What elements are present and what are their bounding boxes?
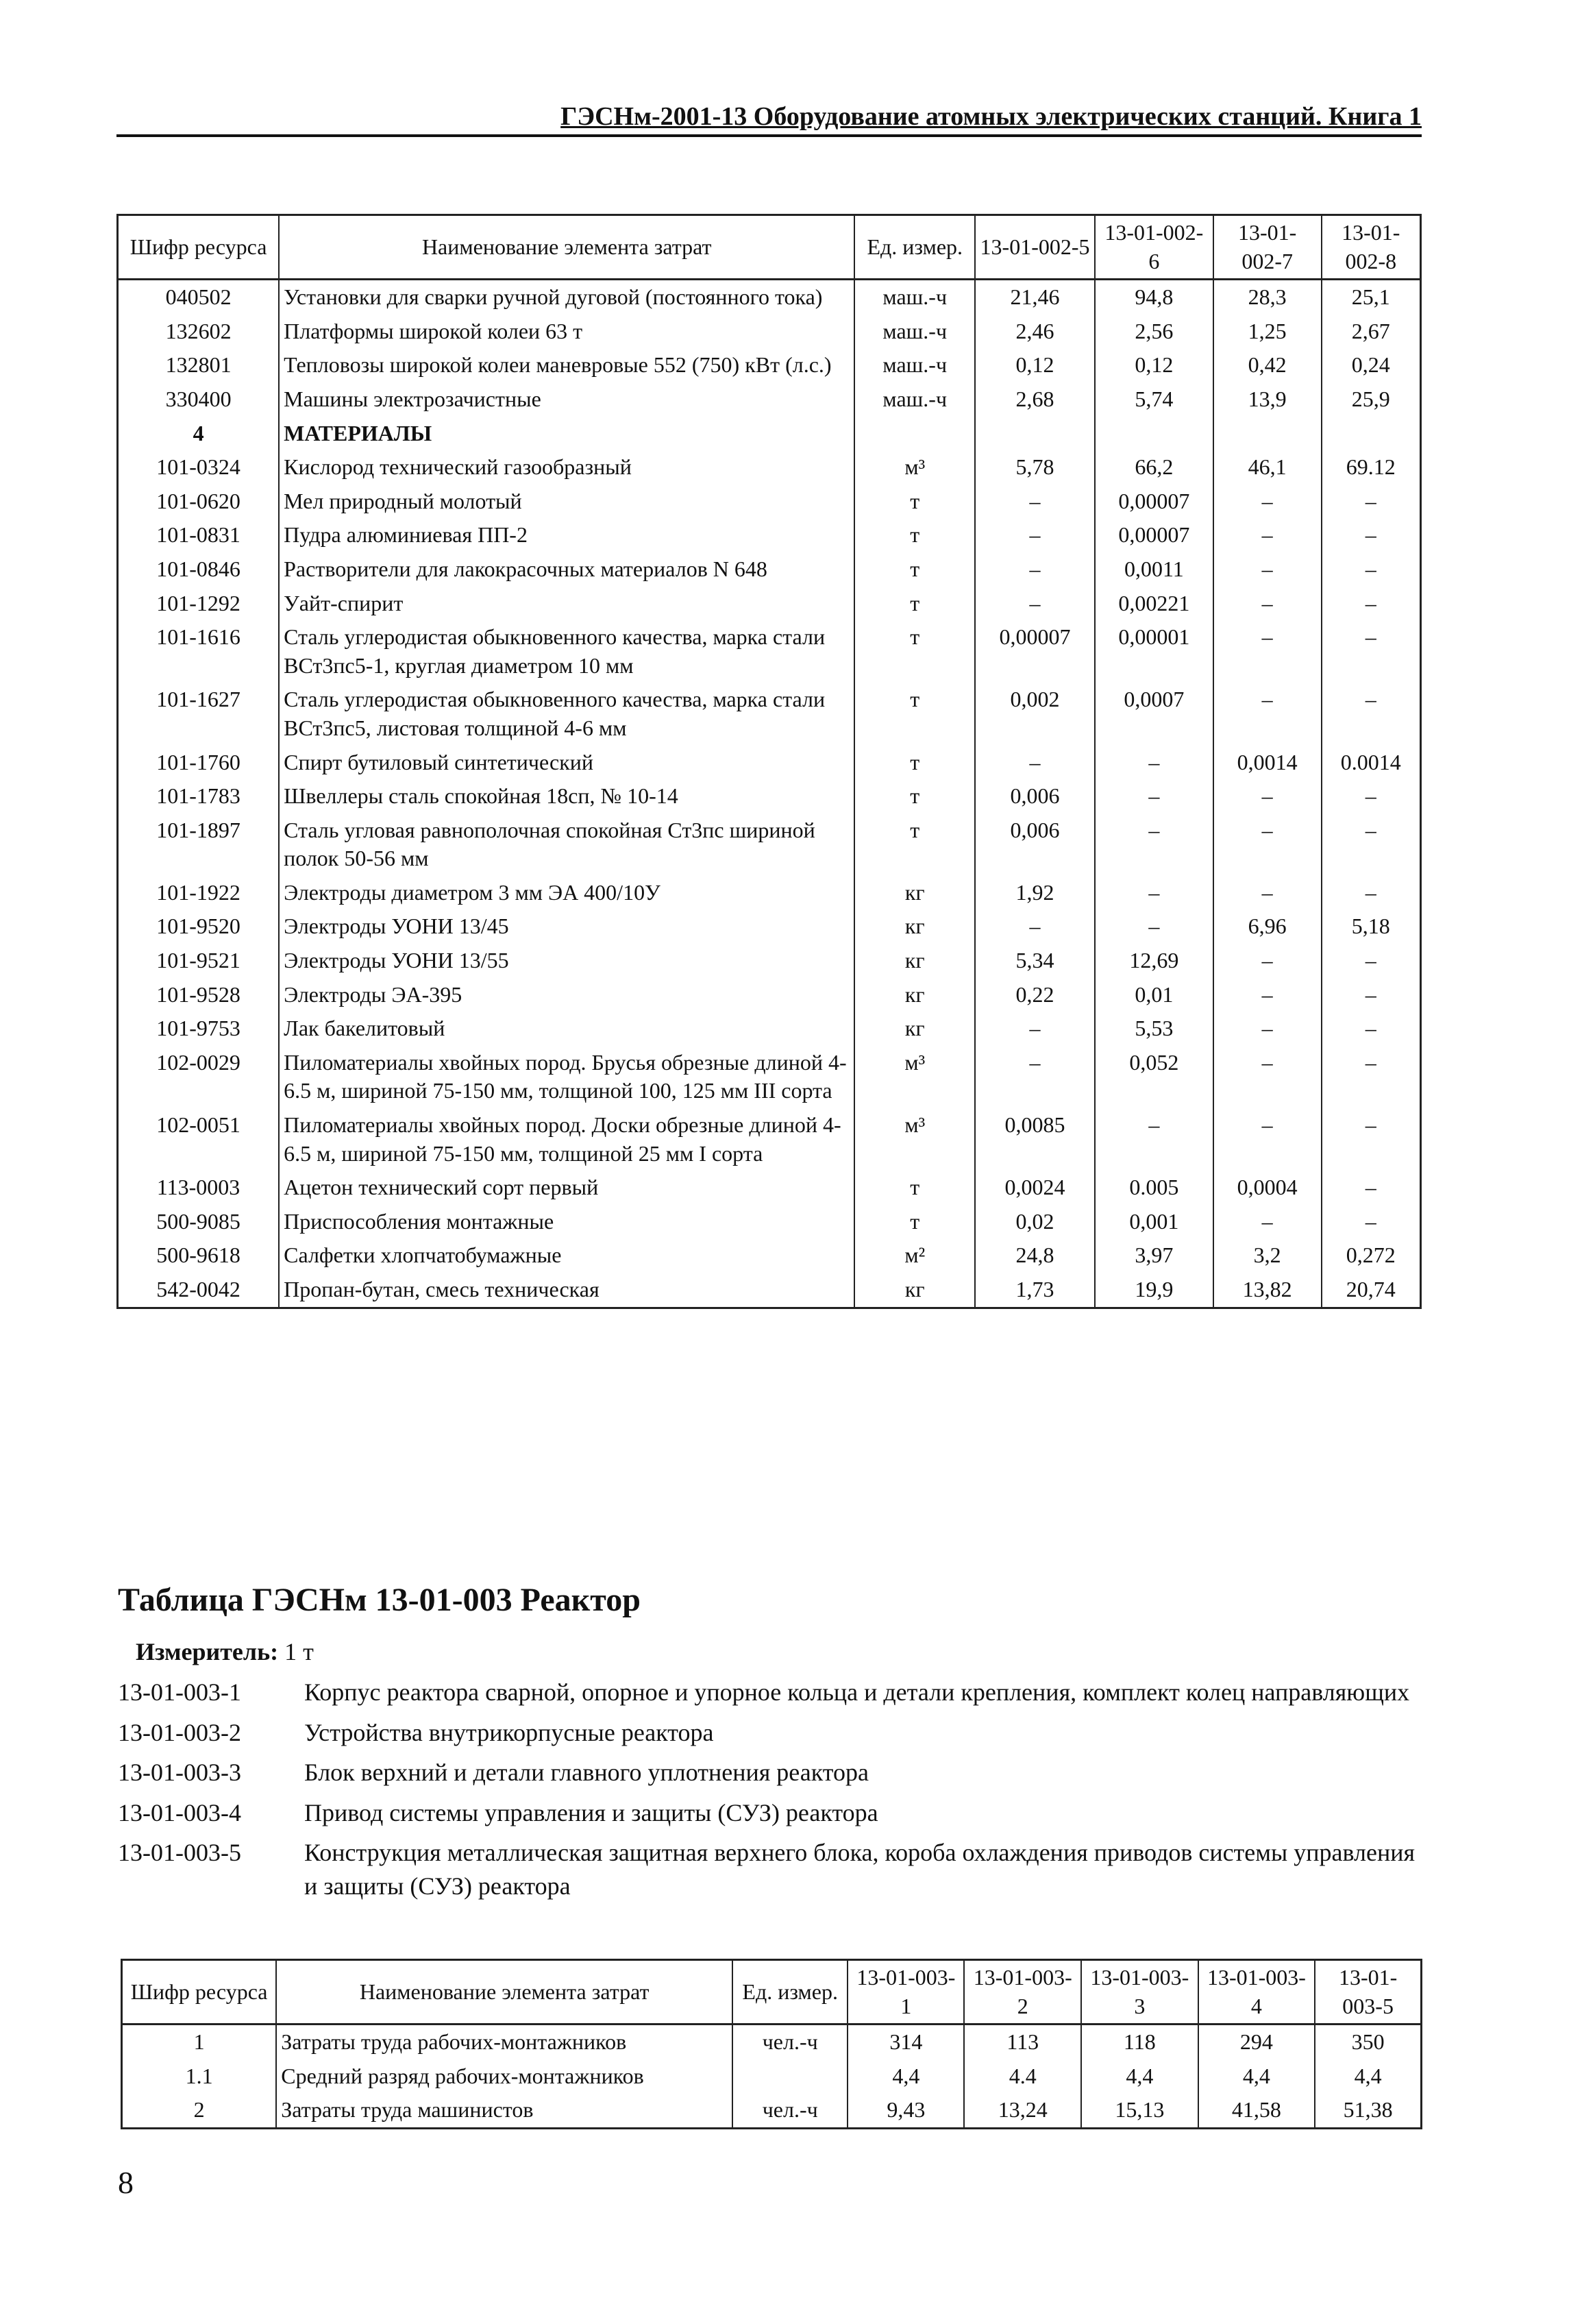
resource-name-cell: Электроды УОНИ 13/45 — [279, 909, 854, 944]
value-cell: 5,18 — [1322, 909, 1421, 944]
unit-cell: кг — [854, 944, 975, 978]
norm-item-code: 13-01-003-1 — [118, 1678, 241, 1706]
resource-name-cell: Ацетон технический сорт первый — [279, 1171, 854, 1205]
value-cell: 0,01 — [1095, 978, 1213, 1012]
column-header: 13-01-002-7 — [1213, 215, 1322, 280]
unit-cell — [732, 2059, 848, 2094]
value-cell: 0,0014 — [1213, 746, 1322, 780]
norm-item-text: Устройства внутрикорпусные реактора — [304, 1718, 714, 1746]
value-cell: 21,46 — [975, 280, 1095, 315]
unit-cell: м² — [854, 1238, 975, 1273]
resource-name-cell: Пропан-бутан, смесь техническая — [279, 1273, 854, 1308]
unit-cell: кг — [854, 978, 975, 1012]
table-row — [118, 1238, 1421, 1273]
norm-item-text: Блок верхний и детали главного уплотнения реактора — [304, 1759, 869, 1787]
table-row — [122, 2059, 1422, 2094]
norm-item-text: Привод системы управления и защиты (СУЗ) реактора — [304, 1798, 878, 1826]
unit-cell: т — [854, 814, 975, 876]
resource-name-cell: Машины электрозачистные — [279, 382, 854, 417]
column-header: Ед. измер. — [854, 215, 975, 280]
value-cell: 113 — [964, 2025, 1081, 2059]
value-cell: 5,74 — [1095, 382, 1213, 417]
unit-cell: м³ — [854, 1108, 975, 1171]
value-cell: 0,0024 — [975, 1171, 1095, 1205]
resource-code-cell: 1.1 — [122, 2059, 277, 2094]
measure-line — [136, 1637, 314, 1666]
value-cell: – — [1322, 587, 1421, 621]
value-cell: 69.12 — [1322, 450, 1421, 485]
unit-cell: маш.-ч — [854, 280, 975, 315]
value-cell: – — [1322, 1171, 1421, 1205]
section-row — [118, 417, 1421, 451]
table-row — [118, 1273, 1421, 1308]
unit-cell: т — [854, 1205, 975, 1239]
value-cell: – — [1213, 978, 1322, 1012]
value-cell: 4,4 — [1315, 2059, 1421, 2094]
table-header-row — [122, 1960, 1422, 2025]
resource-name-cell: Затраты труда рабочих-монтажников — [276, 2025, 732, 2059]
table-row — [118, 1012, 1421, 1046]
value-cell: – — [1213, 779, 1322, 814]
value-cell: 0,42 — [1213, 348, 1322, 382]
value-cell: – — [975, 1012, 1095, 1046]
value-cell: 3,2 — [1213, 1238, 1322, 1273]
resource-name-cell: Затраты труда машинистов — [276, 2093, 732, 2128]
value-cell: 3,97 — [1095, 1238, 1213, 1273]
value-cell: – — [1322, 944, 1421, 978]
resource-code-cell: 132801 — [118, 348, 280, 382]
norm-item-text: Корпус реактора сварной, опорное и упорное кольца и детали крепления, комплект колец направляющих — [304, 1678, 1410, 1706]
resource-code-cell: 101-0831 — [118, 518, 280, 552]
value-cell: – — [1213, 552, 1322, 587]
value-cell: 2,56 — [1095, 315, 1213, 349]
value-cell: 0,00007 — [1095, 485, 1213, 519]
value-cell: – — [1322, 552, 1421, 587]
value-cell: – — [1213, 683, 1322, 745]
resource-code-cell: 500-9618 — [118, 1238, 280, 1273]
resource-name-cell: Салфетки хлопчатобумажные — [279, 1238, 854, 1273]
resource-name-cell: Средний разряд рабочих-монтажников — [276, 2059, 732, 2094]
value-cell: 4.4 — [964, 2059, 1081, 2094]
value-cell: 46,1 — [1213, 450, 1322, 485]
norm-item — [118, 1676, 1420, 1709]
value-cell: – — [1322, 876, 1421, 910]
resource-name-cell: Пиломатериалы хвойных пород. Брусья обрезные длиной 4-6.5 м, шириной 75-150 мм, толщиной 100, 125 мм III сорта — [279, 1046, 854, 1108]
resource-code-cell: 040502 — [118, 280, 280, 315]
value-cell: – — [1213, 944, 1322, 978]
value-cell: – — [1322, 1012, 1421, 1046]
value-cell: – — [1322, 485, 1421, 519]
resource-code-cell: 101-1783 — [118, 779, 280, 814]
value-cell — [1213, 417, 1322, 451]
value-cell: 0,052 — [1095, 1046, 1213, 1108]
norm-item — [118, 1796, 1420, 1830]
norm-item — [118, 1716, 1420, 1750]
column-header: 13-01-003-5 — [1315, 1960, 1421, 2025]
value-cell: 25,9 — [1322, 382, 1421, 417]
table-row — [118, 450, 1421, 485]
resource-code-cell: 101-0620 — [118, 485, 280, 519]
table-row — [118, 814, 1421, 876]
value-cell: 0,006 — [975, 779, 1095, 814]
value-cell: – — [1213, 1205, 1322, 1239]
resource-code-cell: 101-1897 — [118, 814, 280, 876]
resource-name-cell: Швеллеры сталь спокойная 18сп, № 10-14 — [279, 779, 854, 814]
unit-cell: т — [854, 620, 975, 683]
resource-name-cell: МАТЕРИАЛЫ — [279, 417, 854, 451]
value-cell: – — [975, 552, 1095, 587]
resource-name-cell: Мел природный молотый — [279, 485, 854, 519]
column-header: 13-01-003-2 — [964, 1960, 1081, 2025]
unit-cell: т — [854, 1171, 975, 1205]
value-cell: 294 — [1198, 2025, 1315, 2059]
value-cell: – — [1213, 814, 1322, 876]
value-cell: – — [1095, 814, 1213, 876]
value-cell: 0,12 — [975, 348, 1095, 382]
table-body — [118, 280, 1421, 1308]
unit-cell: кг — [854, 909, 975, 944]
value-cell: 4,4 — [1081, 2059, 1198, 2094]
value-cell: – — [1322, 683, 1421, 745]
value-cell: – — [975, 909, 1095, 944]
norm-item-code: 13-01-003-5 — [118, 1839, 241, 1867]
page-header: ГЭСНм-2001-13 Оборудование атомных электрических станций. Книга 1 — [116, 101, 1422, 137]
resource-name-cell: Уайт-спирит — [279, 587, 854, 621]
column-header: 13-01-002-5 — [975, 215, 1095, 280]
resource-name-cell: Спирт бутиловый синтетический — [279, 746, 854, 780]
value-cell: 314 — [848, 2025, 964, 2059]
value-cell: – — [1322, 814, 1421, 876]
table-row — [118, 382, 1421, 417]
unit-cell: маш.-ч — [854, 315, 975, 349]
value-cell: – — [1213, 485, 1322, 519]
value-cell: 4,4 — [848, 2059, 964, 2094]
value-cell: 0.005 — [1095, 1171, 1213, 1205]
table-row — [118, 1171, 1421, 1205]
value-cell: – — [1213, 518, 1322, 552]
value-cell: – — [1213, 620, 1322, 683]
norm-item-list — [118, 1676, 1420, 1910]
resource-name-cell: Электроды ЭА-395 — [279, 978, 854, 1012]
value-cell — [1095, 417, 1213, 451]
value-cell: 0,0085 — [975, 1108, 1095, 1171]
resource-code-cell: 2 — [122, 2093, 277, 2128]
value-cell: – — [1322, 978, 1421, 1012]
table-row — [118, 978, 1421, 1012]
resource-name-cell: Пудра алюминиевая ПП-2 — [279, 518, 854, 552]
value-cell: 5,78 — [975, 450, 1095, 485]
value-cell: 9,43 — [848, 2093, 964, 2128]
value-cell: – — [1213, 587, 1322, 621]
value-cell: 0,0011 — [1095, 552, 1213, 587]
resource-table-003 — [121, 1959, 1422, 2129]
value-cell: 0,02 — [975, 1205, 1095, 1239]
value-cell: – — [1213, 1108, 1322, 1171]
value-cell: 13,24 — [964, 2093, 1081, 2128]
unit-cell: чел.-ч — [732, 2025, 848, 2059]
value-cell — [975, 417, 1095, 451]
value-cell — [1322, 417, 1421, 451]
table-row — [118, 518, 1421, 552]
table-row — [118, 485, 1421, 519]
table-row — [118, 779, 1421, 814]
norm-item-code: 13-01-003-4 — [118, 1798, 241, 1826]
unit-cell: кг — [854, 876, 975, 910]
value-cell: – — [1322, 620, 1421, 683]
value-cell: 41,58 — [1198, 2093, 1315, 2128]
table-row — [118, 552, 1421, 587]
value-cell: – — [1322, 1046, 1421, 1108]
value-cell: 25,1 — [1322, 280, 1421, 315]
resource-code-cell: 101-9528 — [118, 978, 280, 1012]
value-cell: 24,8 — [975, 1238, 1095, 1273]
resource-code-cell: 1 — [122, 2025, 277, 2059]
column-header: Наименование элемента затрат — [279, 215, 854, 280]
resource-code-cell: 132602 — [118, 315, 280, 349]
value-cell: – — [1095, 746, 1213, 780]
value-cell: – — [975, 587, 1095, 621]
value-cell: 6,96 — [1213, 909, 1322, 944]
value-cell: 1,25 — [1213, 315, 1322, 349]
resource-code-cell: 102-0051 — [118, 1108, 280, 1171]
table-row — [118, 746, 1421, 780]
resource-code-cell: 542-0042 — [118, 1273, 280, 1308]
value-cell: – — [1213, 1012, 1322, 1046]
value-cell: 12,69 — [1095, 944, 1213, 978]
resource-code-cell: 4 — [118, 417, 280, 451]
table-row — [118, 909, 1421, 944]
norm-item-text: Конструкция металлическая защитная верхнего блока, короба охлаждения приводов системы управления и защиты (СУЗ) реактора — [304, 1839, 1416, 1900]
resource-name-cell: Платформы широкой колеи 63 т — [279, 315, 854, 349]
resource-code-cell: 101-1760 — [118, 746, 280, 780]
value-cell: 0,00007 — [975, 620, 1095, 683]
value-cell: – — [1095, 909, 1213, 944]
table-header-row — [118, 215, 1421, 280]
unit-cell: т — [854, 552, 975, 587]
unit-cell: чел.-ч — [732, 2093, 848, 2128]
value-cell: – — [1213, 1046, 1322, 1108]
table-row — [118, 620, 1421, 683]
resource-name-cell: Лак бакелитовый — [279, 1012, 854, 1046]
resource-code-cell: 101-0324 — [118, 450, 280, 485]
resource-name-cell: Установки для сварки ручной дуговой (постоянного тока) — [279, 280, 854, 315]
resource-code-cell: 101-9521 — [118, 944, 280, 978]
column-header: Шифр ресурса — [122, 1960, 277, 2025]
resource-code-cell: 113-0003 — [118, 1171, 280, 1205]
value-cell: 5,53 — [1095, 1012, 1213, 1046]
measure-value: 1 т — [284, 1638, 314, 1665]
value-cell: 1,92 — [975, 876, 1095, 910]
value-cell: – — [1322, 1205, 1421, 1239]
table-row — [118, 348, 1421, 382]
value-cell: 28,3 — [1213, 280, 1322, 315]
section-title: Таблица ГЭСНм 13-01-003 Реактор — [118, 1582, 641, 1618]
resource-code-cell: 101-0846 — [118, 552, 280, 587]
value-cell: 0,00007 — [1095, 518, 1213, 552]
page-number: 8 — [118, 2165, 134, 2200]
norm-item — [118, 1756, 1420, 1789]
unit-cell: т — [854, 587, 975, 621]
value-cell: 20,74 — [1322, 1273, 1421, 1308]
resource-name-cell: Сталь углеродистая обыкновенного качества, марка стали ВСт3пс5-1, круглая диаметром 10 мм — [279, 620, 854, 683]
value-cell: – — [1095, 876, 1213, 910]
value-cell: – — [975, 746, 1095, 780]
value-cell: – — [1213, 876, 1322, 910]
resource-code-cell: 101-1616 — [118, 620, 280, 683]
value-cell: 51,38 — [1315, 2093, 1421, 2128]
value-cell: 66,2 — [1095, 450, 1213, 485]
table-row — [118, 876, 1421, 910]
table-row — [118, 315, 1421, 349]
value-cell: 1,73 — [975, 1273, 1095, 1308]
value-cell: 94,8 — [1095, 280, 1213, 315]
value-cell: 5,34 — [975, 944, 1095, 978]
unit-cell: маш.-ч — [854, 348, 975, 382]
value-cell: 118 — [1081, 2025, 1198, 2059]
unit-cell: кг — [854, 1012, 975, 1046]
value-cell: – — [1095, 779, 1213, 814]
value-cell: 0,00001 — [1095, 620, 1213, 683]
column-header: 13-01-003-4 — [1198, 1960, 1315, 2025]
value-cell: 4,4 — [1198, 2059, 1315, 2094]
resource-code-cell: 500-9085 — [118, 1205, 280, 1239]
resource-code-cell: 101-1292 — [118, 587, 280, 621]
table-body — [122, 2025, 1422, 2129]
unit-cell: кг — [854, 1273, 975, 1308]
value-cell: 0,12 — [1095, 348, 1213, 382]
unit-cell: м³ — [854, 1046, 975, 1108]
column-header: Шифр ресурса — [118, 215, 280, 280]
resource-code-cell: 101-9753 — [118, 1012, 280, 1046]
resource-table-002 — [116, 214, 1422, 1309]
table-row — [118, 683, 1421, 745]
resource-name-cell: Электроды диаметром 3 мм ЭА 400/10У — [279, 876, 854, 910]
unit-cell: т — [854, 746, 975, 780]
resource-name-cell: Сталь углеродистая обыкновенного качества, марка стали ВСт3пс5, листовая толщиной 4-6 мм — [279, 683, 854, 745]
column-header: 13-01-003-1 — [848, 1960, 964, 2025]
resource-name-cell: Сталь угловая равнополочная спокойная Ст3пс шириной полок 50-56 мм — [279, 814, 854, 876]
unit-cell: т — [854, 779, 975, 814]
resource-code-cell: 101-1627 — [118, 683, 280, 745]
value-cell: 2,67 — [1322, 315, 1421, 349]
column-header: Наименование элемента затрат — [276, 1960, 732, 2025]
measure-label: Измеритель: — [136, 1638, 279, 1665]
table-row — [118, 1205, 1421, 1239]
resource-name-cell: Электроды УОНИ 13/55 — [279, 944, 854, 978]
value-cell: 0,006 — [975, 814, 1095, 876]
table-row — [118, 944, 1421, 978]
unit-cell: т — [854, 485, 975, 519]
table-row — [118, 280, 1421, 315]
column-header: 13-01-003-3 — [1081, 1960, 1198, 2025]
column-header: 13-01-002-8 — [1322, 215, 1421, 280]
value-cell: 13,9 — [1213, 382, 1322, 417]
norm-item-code: 13-01-003-3 — [118, 1759, 241, 1787]
value-cell: – — [1322, 1108, 1421, 1171]
value-cell: 350 — [1315, 2025, 1421, 2059]
value-cell: 0,00221 — [1095, 587, 1213, 621]
resource-code-cell: 330400 — [118, 382, 280, 417]
table-row — [118, 587, 1421, 621]
value-cell: – — [1095, 1108, 1213, 1171]
value-cell: 13,82 — [1213, 1273, 1322, 1308]
resource-name-cell: Кислород технический газообразный — [279, 450, 854, 485]
unit-cell: м³ — [854, 450, 975, 485]
unit-cell: т — [854, 683, 975, 745]
value-cell: 2,46 — [975, 315, 1095, 349]
table-row — [118, 1046, 1421, 1108]
resource-name-cell: Растворители для лакокрасочных материалов N 648 — [279, 552, 854, 587]
resource-name-cell: Пиломатериалы хвойных пород. Доски обрезные длиной 4-6.5 м, шириной 75-150 мм, толщиной 25 мм I сорта — [279, 1108, 854, 1171]
column-header: 13-01-002-6 — [1095, 215, 1213, 280]
resource-name-cell: Тепловозы широкой колеи маневровые 552 (750) кВт (л.с.) — [279, 348, 854, 382]
norm-item — [118, 1836, 1420, 1903]
unit-cell — [854, 417, 975, 451]
value-cell: 0,24 — [1322, 348, 1421, 382]
norm-item-code: 13-01-003-2 — [118, 1718, 241, 1746]
value-cell: 0,0007 — [1095, 683, 1213, 745]
table-row — [118, 1108, 1421, 1171]
value-cell: – — [1322, 518, 1421, 552]
column-header: Ед. измер. — [732, 1960, 848, 2025]
value-cell: 15,13 — [1081, 2093, 1198, 2128]
resource-code-cell: 101-9520 — [118, 909, 280, 944]
resource-code-cell: 102-0029 — [118, 1046, 280, 1108]
value-cell: 2,68 — [975, 382, 1095, 417]
value-cell: 0,22 — [975, 978, 1095, 1012]
value-cell: 0,002 — [975, 683, 1095, 745]
unit-cell: т — [854, 518, 975, 552]
value-cell: – — [975, 485, 1095, 519]
value-cell: – — [975, 1046, 1095, 1108]
value-cell: 0,001 — [1095, 1205, 1213, 1239]
value-cell: 0.0014 — [1322, 746, 1421, 780]
value-cell: 0,272 — [1322, 1238, 1421, 1273]
unit-cell: маш.-ч — [854, 382, 975, 417]
value-cell: – — [975, 518, 1095, 552]
resource-code-cell: 101-1922 — [118, 876, 280, 910]
table-row — [122, 2093, 1422, 2128]
table-row — [122, 2025, 1422, 2059]
resource-name-cell: Приспособления монтажные — [279, 1205, 854, 1239]
value-cell: – — [1322, 779, 1421, 814]
value-cell: 19,9 — [1095, 1273, 1213, 1308]
value-cell: 0,0004 — [1213, 1171, 1322, 1205]
